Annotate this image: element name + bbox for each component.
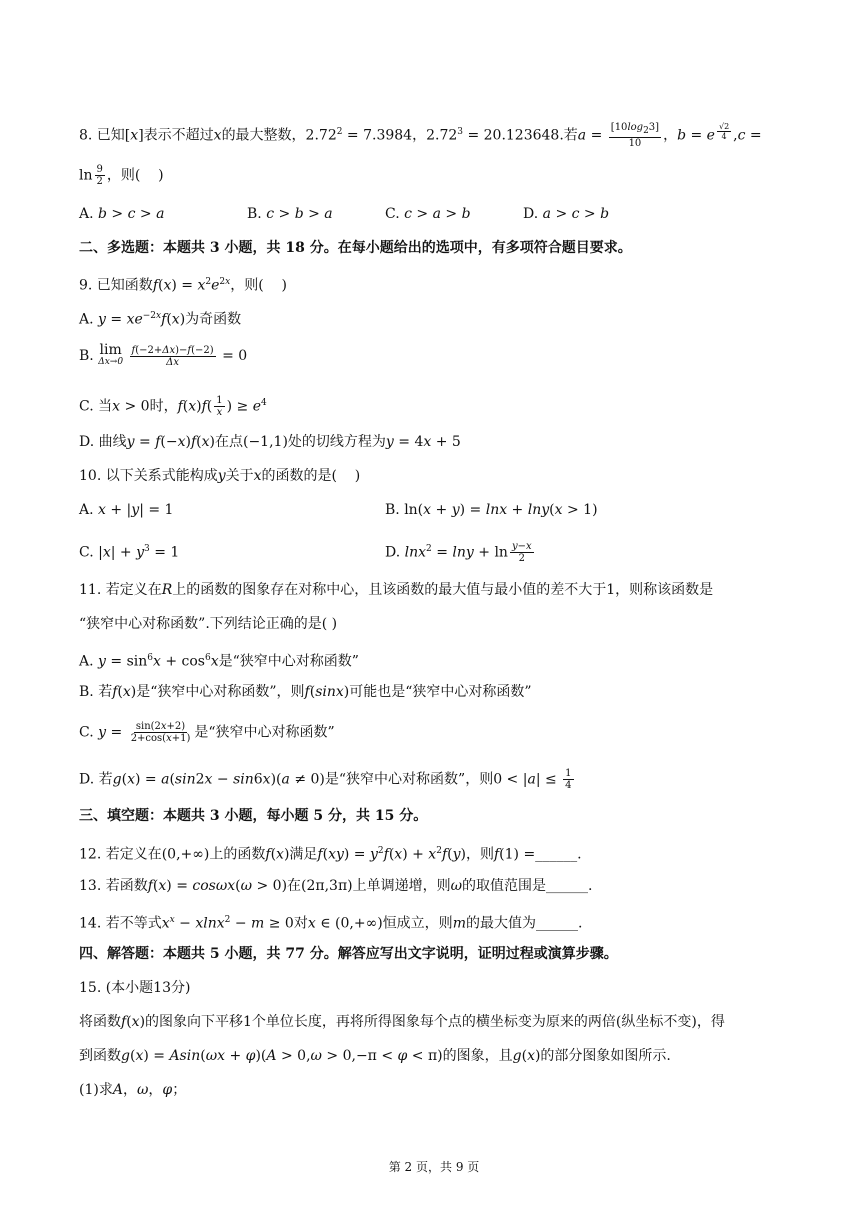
q9-option-d: D. 曲线y = f(−x)f(x)在点(−1,1)处的切线方程为y = 4x + 5 <box>79 434 461 450</box>
q15-line2: 到函数g(x) = Asin(ωx + φ)(A > 0,ω > 0,−π < φ < π)的图象，且g(x)的部分图象如图所示. <box>79 1048 671 1064</box>
q9-stem: 9. 已知函数$f(x) = x^2e^{2x}$，则( ) <box>79 277 287 294</box>
q11-option-a: A. $y = \sin^6x + \cos^6x$是“狭窄中心对称函数” <box>79 653 359 670</box>
section-3-heading: 三、填空题：本题共 3 小题，每小题 5 分，共 15 分。 <box>79 808 428 824</box>
q13: 13. 若函数f(x) = cosωx(ω > 0)在(2π,3π)上单调递增，则ω的取值范围是______. <box>79 878 593 894</box>
q15-part1: (1)求A，ω，φ； <box>79 1082 187 1098</box>
q10-stem: 10. 以下关系式能构成y关于x的函数的是( ) <box>79 468 361 484</box>
q14: 14. 若不等式$x^x - xlnx^2 - m \ge 0$对x ∈ (0,+∞)恒成立，则m的最大值为______. <box>79 915 583 932</box>
q8-line1: 8. 已知[x]表示不超过x的最大整数，$2.72^2 = 7.3984$，$2.72^3 = 20.123648$.若a = $\frac{[10\log_23]}{10}$ ，b = e $^{\frac{√2}{4}}$ ,c = <box>79 122 762 150</box>
q11-option-d: D. 若g(x) = a(sin2x − sin6x)(a ≠ 0)是“狭窄中心对称函数”，则0 < |a| ≤ $\frac{1}{4}$ <box>79 768 572 791</box>
section-4-heading: 四、解答题：本题共 5 小题，共 77 分。解答应写出文字说明，证明过程或演算步骤。 <box>79 946 618 962</box>
q12: 12. 若定义在(0,+∞)上的函数f(x)满足$f(xy) = y^2f(x) + x^2f(y)$，则f(1) =______. <box>79 846 582 863</box>
q15-head: 15. (本小题13分) <box>79 980 191 996</box>
q9-option-b: B. lim Δx→0 $\frac{f(-2+\Delta x)-f(-2)}{\Delta x}$ = 0 <box>79 342 248 368</box>
q10-option-b: B. ln(x + y) = lnx + lny(x > 1) <box>385 502 598 518</box>
q9-option-a: A. $y = xe^{-2x}f(x)$为奇函数 <box>79 311 242 328</box>
q11-option-b: B. 若f(x)是“狭窄中心对称函数”，则f(sinx)可能也是“狭窄中心对称函数” <box>79 684 532 700</box>
q11-stem-line1: 11. 若定义在R上的函数的图象存在对称中心，且该函数的最大值与最小值的差不大于1，则称该函数是 <box>79 582 714 598</box>
q11-option-c: C. y = $\frac{\sin(2x+2)}{2+\cos(x+1)}$ 是“狭窄中心对称函数” <box>79 721 335 744</box>
q9-option-c: C. 当x > 0时，f(x)f( $\frac{1}{x}$ ) ≥ $e^4$ <box>79 395 267 419</box>
q15-line1: 将函数f(x)的图象向下平移1个单位长度，再将所得图象每个点的横坐标变为原来的两倍(纵坐标不变)，得 <box>79 1014 725 1030</box>
q8-option-a: A. b > c > a <box>79 206 165 222</box>
q10-option-c: C. $|x| + y^3 = 1$ <box>79 544 180 561</box>
section-2-heading: 二、多选题：本题共 3 小题，共 18 分。在每小题给出的选项中，有多项符合题目要求。 <box>79 240 632 256</box>
q8-option-c: C. c > a > b <box>385 206 471 222</box>
q10-option-d: D. lnx$^2$ = lny + ln $\frac{y-x}{2}$ <box>385 541 532 565</box>
q8-line2: ln $\frac{9}{2}$ ，则( ) <box>79 164 164 187</box>
q8-option-d: D. a > c > b <box>523 206 610 222</box>
page-footer: 第 2 页，共 9 页 <box>388 1160 480 1174</box>
q11-stem-line2: “狭窄中心对称函数”.下列结论正确的是( ) <box>79 616 338 632</box>
q10-option-a: A. x + |y| = 1 <box>79 502 174 518</box>
q8-option-b: B. c > b > a <box>247 206 333 222</box>
